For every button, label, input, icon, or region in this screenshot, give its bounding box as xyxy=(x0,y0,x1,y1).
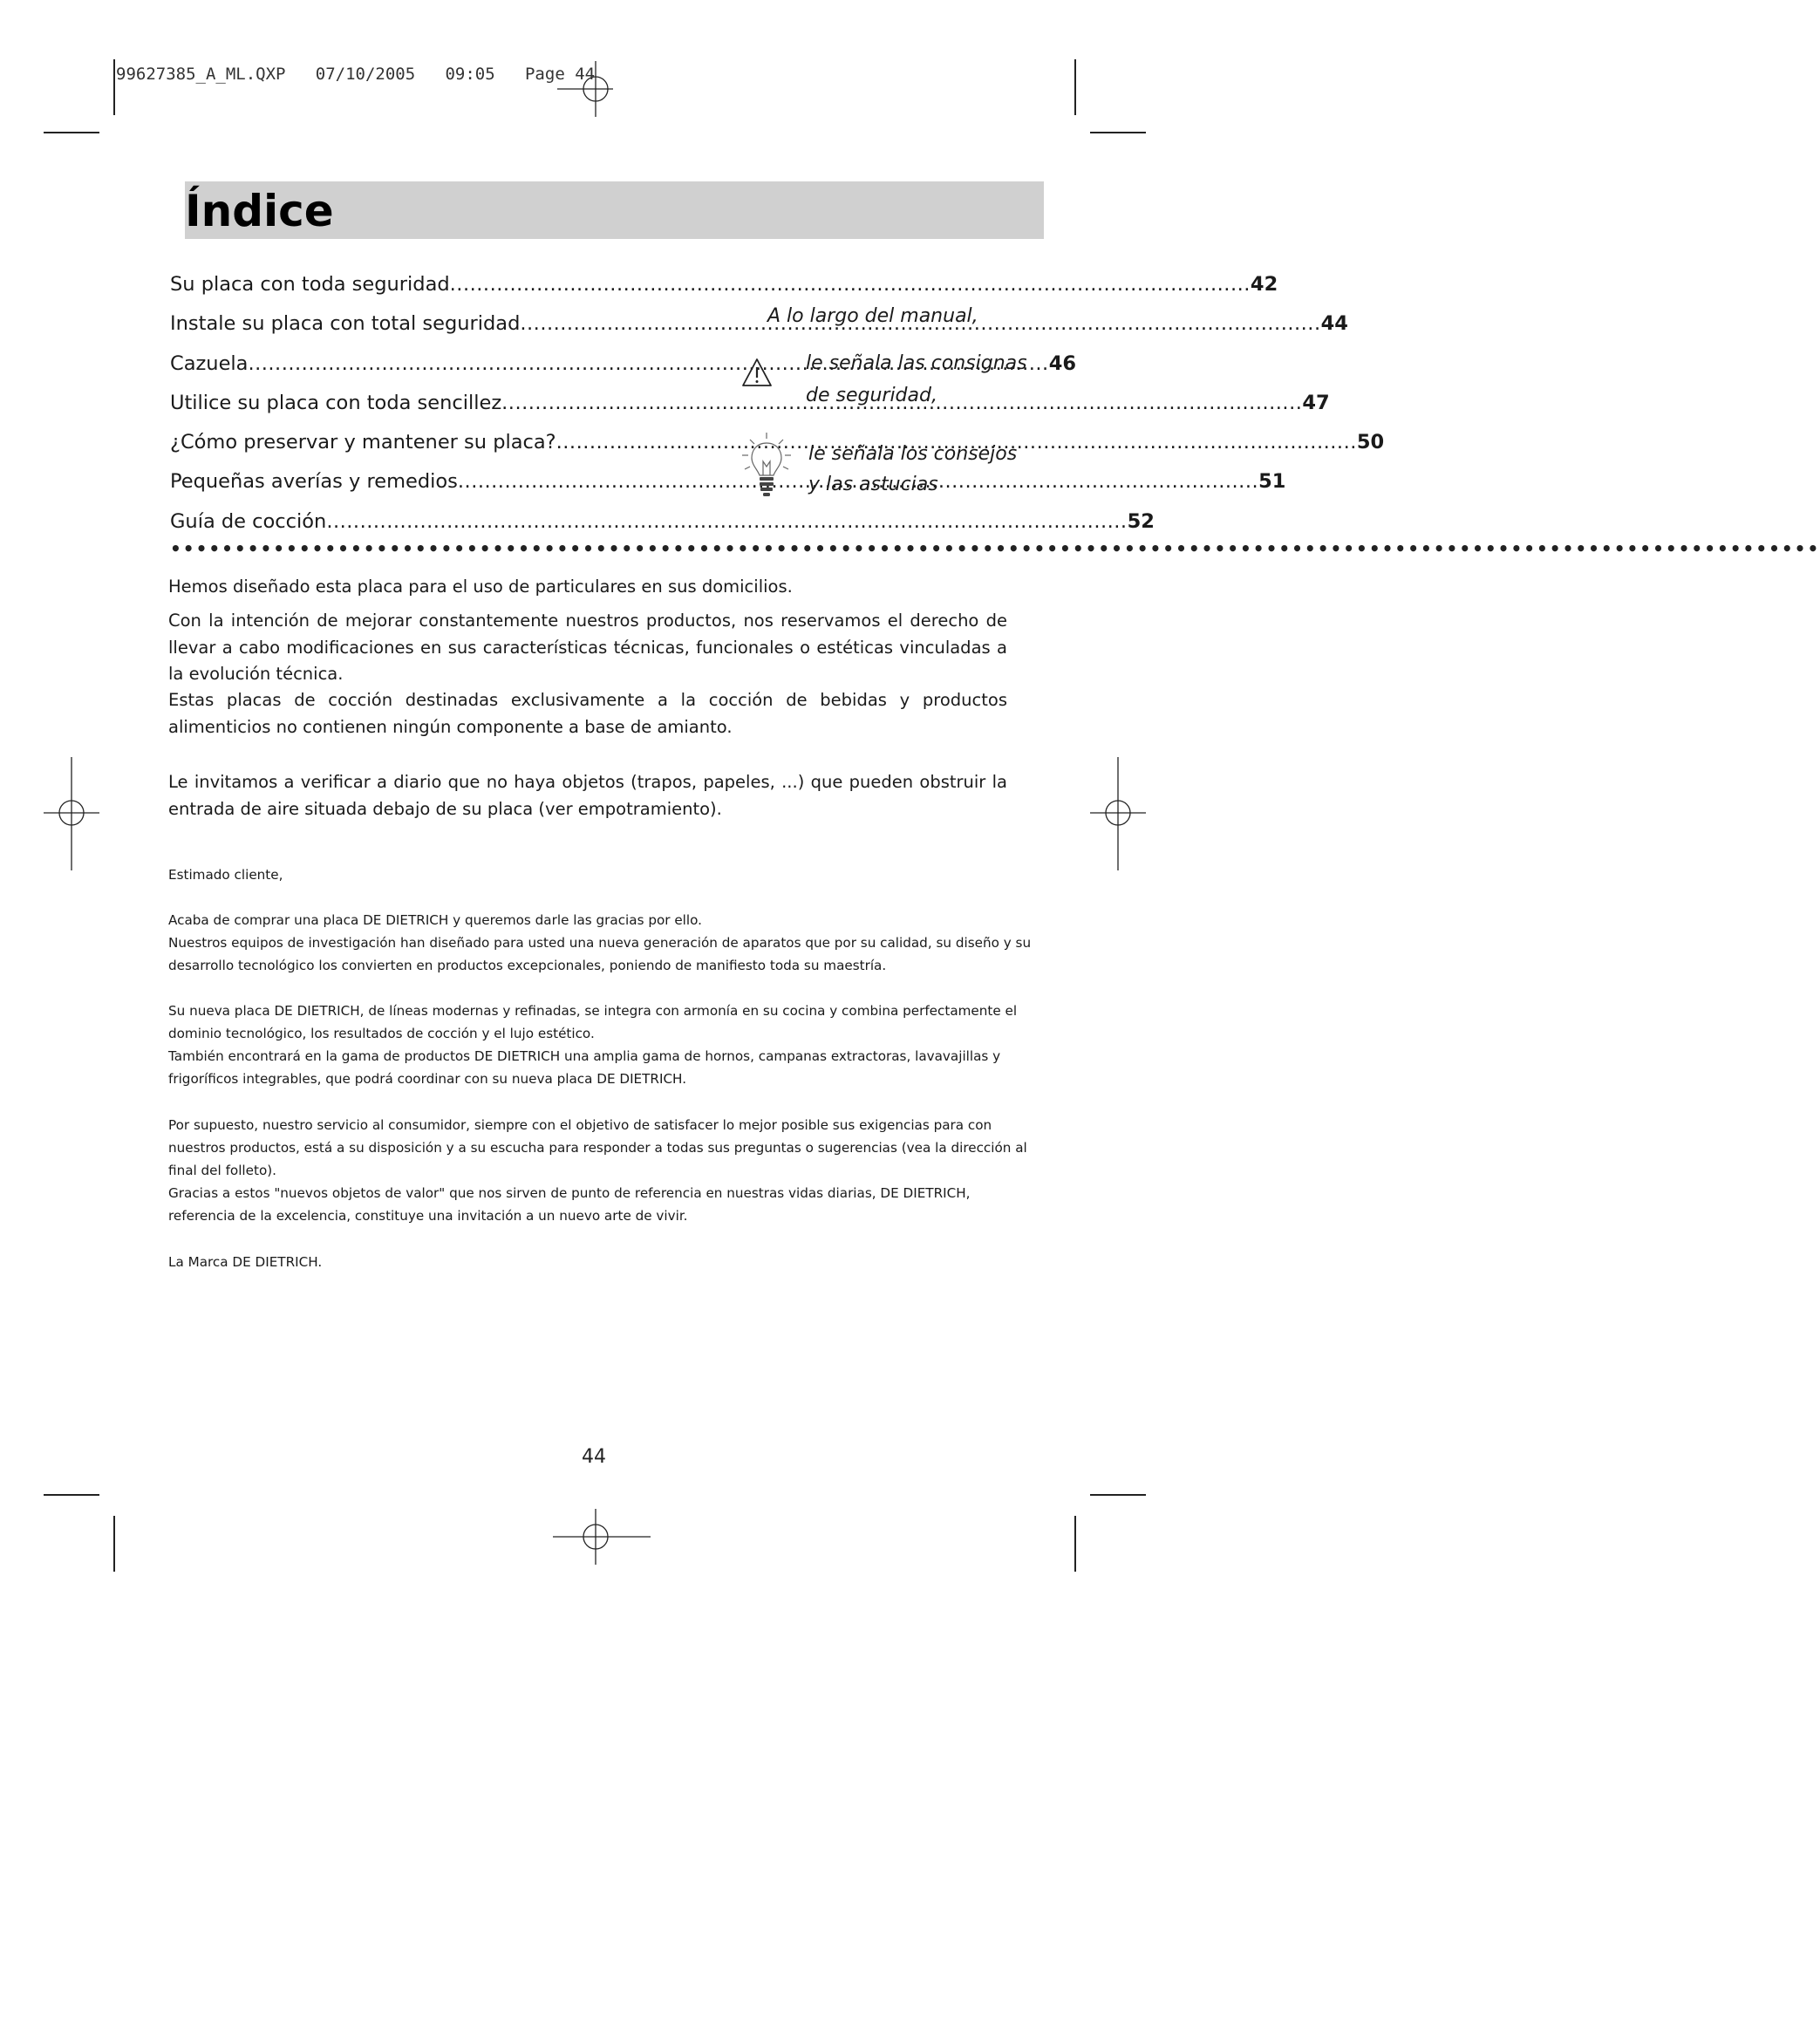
toc-entry-label: Instale su placa con total seguridad xyxy=(170,312,521,336)
letter-paragraph: Por supuesto, nuestro servicio al consumidor, siempre con el objetivo de satisfacer lo mejor posible sus exigencias para con nuestros productos, está a su disposición y a su escucha para responder a todas sus preguntas o sugerencias (vea la dirección al final del folleto). xyxy=(168,1117,1027,1178)
toc-entry-label: Pequeñas averías y remedios xyxy=(170,470,458,494)
toc-entry-page: 52 xyxy=(1127,509,1155,533)
toc-entry-page: 44 xyxy=(1320,312,1348,336)
toc-entry-label: Utilice su placa con toda sencillez xyxy=(170,391,502,414)
crop-mark xyxy=(44,132,99,133)
crop-mark xyxy=(113,59,115,115)
crop-mark xyxy=(113,1516,115,1572)
legend-warning-line1: le señala las consignas xyxy=(806,352,1027,374)
registration-mark-icon xyxy=(553,1509,609,1565)
toc-entry[interactable] xyxy=(170,273,1278,312)
toc-entry-page: 46 xyxy=(1048,351,1077,375)
crop-mark xyxy=(1074,1516,1076,1572)
legend-tip-line1: le señala los consejos xyxy=(808,443,1018,465)
toc-entry-page: 47 xyxy=(1302,391,1330,414)
legend-tip-line2: y las astucias xyxy=(808,474,938,495)
toc-entry-page: 50 xyxy=(1356,431,1385,454)
registration-mark-icon xyxy=(1090,757,1146,870)
letter-paragraph: Su nueva placa DE DIETRICH, de líneas modernas y refinadas, se integra con armonía en su cocina y combina perfectamente el dominio tecnológico, los resultados de cocción y el lujo estético. xyxy=(168,1003,1018,1041)
letter-greeting: Estimado cliente, xyxy=(168,867,283,883)
intro-paragraph: Le invitamos a verificar a diario que no haya objetos (trapos, papeles, ...) que pueden obstruir la entrada de aire situada debajo de su placa (ver empotramiento). xyxy=(168,772,1007,819)
toc-leader-dots xyxy=(450,273,1251,296)
registration-mark-icon xyxy=(44,757,99,870)
page-number: 44 xyxy=(582,1446,606,1468)
toc-entry-label: ¿Cómo preservar y mantener su placa? xyxy=(170,431,556,454)
toc-entry-label: Su placa con toda seguridad xyxy=(170,273,450,296)
toc-entry-label: Guía de cocción xyxy=(170,509,327,533)
crop-mark xyxy=(44,1494,99,1496)
print-slug: 99627385_A_ML.QXP 07/10/2005 09:05 Page 44 xyxy=(116,65,596,84)
legend-warning-line2: de seguridad, xyxy=(806,385,937,406)
letter-paragraph: Acaba de comprar una placa DE DIETRICH y queremos darle las gracias por ello. xyxy=(168,912,702,928)
toc-entry-label: Cazuela xyxy=(170,351,249,375)
crop-mark xyxy=(1090,1494,1146,1496)
crop-mark xyxy=(1074,59,1076,115)
letter-paragraph: Gracias a estos "nuevos objetos de valor" que nos sirven de punto de referencia en nuestras vidas diarias, DE DIETRICH, referencia de la excelencia, constituye una invitación a un nuevo arte de vivir. xyxy=(168,1185,971,1224)
toc-leader-dots xyxy=(326,510,1127,533)
dotted-separator: •••••••••••••••••••••••••••••••••••••••••••••••••••••••••••••••••••••••••••••••••••••••••••••••••••••••••••••••••••••••••••••••• xyxy=(170,538,1820,559)
toc-entry-page: 42 xyxy=(1250,273,1278,296)
letter-paragraph: También encontrará en la gama de productos DE DIETRICH una amplia gama de hornos, campanas extractoras, lavavajillas y frigoríficos integrables, que podrá coordinar con su nueva placa DE DIETRICH. xyxy=(168,1048,1001,1087)
page-title: Índice xyxy=(185,186,334,236)
letter-paragraph: Nuestros equipos de investigación han diseñado para usted una nueva generación de aparatos que por su calidad, su diseño y su desarrollo tecnológico los convierten en productos excepcionales, poniendo de manifiesto toda su maestría. xyxy=(168,935,1032,973)
legend-intro: A lo largo del manual, xyxy=(767,305,978,327)
lightbulb-icon xyxy=(740,431,794,506)
intro-paragraph: Hemos diseñado esta placa para el uso de particulares en sus domicilios. xyxy=(168,577,793,597)
intro-paragraph: Estas placas de cocción destinadas exclusivamente a la cocción de bebidas y productos alimenticios no contienen ningún componente a base de amianto. xyxy=(168,690,1007,737)
letter-signature: La Marca DE DIETRICH. xyxy=(168,1254,323,1270)
warning-triangle-icon xyxy=(741,358,773,387)
intro-paragraph: Con la intención de mejorar constantemente nuestros productos, nos reservamos el derecho de llevar a cabo modificaciones en sus características técnicas, funcionales o estéticas vinculadas a la evolución técnica. xyxy=(168,611,1007,684)
toc-entry-page: 51 xyxy=(1258,470,1286,494)
crop-mark xyxy=(1090,132,1146,133)
